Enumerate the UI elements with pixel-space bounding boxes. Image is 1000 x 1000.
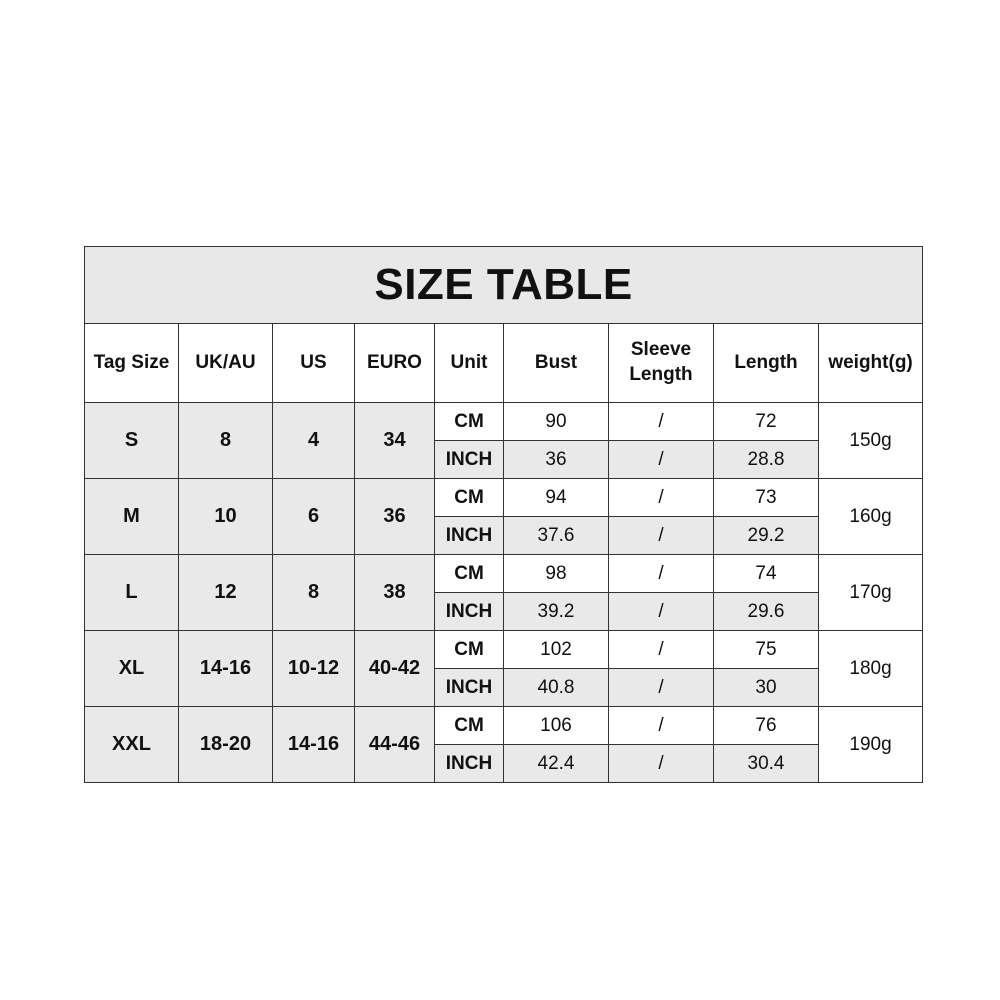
bust-cell-inch: 42.4 (504, 745, 609, 783)
header-sleeve-length-line2: Length (629, 364, 693, 385)
length-cell-inch: 30 (714, 669, 819, 707)
tag-size-cell: XXL (85, 707, 179, 783)
euro-cell: 40-42 (355, 631, 435, 707)
header-sleeve-length-line1: Sleeve (630, 339, 692, 361)
unit-cell-inch: INCH (435, 745, 504, 783)
header-uk-au: UK/AU (179, 324, 273, 403)
unit-cell-cm: CM (435, 479, 504, 517)
weight-cell: 180g (819, 631, 923, 707)
header-bust: Bust (504, 324, 609, 403)
length-cell-inch: 29.6 (714, 593, 819, 631)
table-title: SIZE TABLE (85, 247, 923, 324)
uk-au-cell: 12 (179, 555, 273, 631)
length-cell-cm: 76 (714, 707, 819, 745)
sleeve-cell-cm: / (609, 631, 714, 669)
length-cell-inch: 30.4 (714, 745, 819, 783)
unit-cell-inch: INCH (435, 517, 504, 555)
us-cell: 10-12 (273, 631, 355, 707)
weight-cell: 170g (819, 555, 923, 631)
header-us: US (273, 324, 355, 403)
weight-cell: 150g (819, 403, 923, 479)
bust-cell-inch: 39.2 (504, 593, 609, 631)
us-cell: 4 (273, 403, 355, 479)
header-row (85, 324, 923, 403)
unit-cell-cm: CM (435, 403, 504, 441)
euro-cell: 38 (355, 555, 435, 631)
sleeve-cell-inch: / (609, 517, 714, 555)
bust-cell-inch: 37.6 (504, 517, 609, 555)
unit-cell-inch: INCH (435, 441, 504, 479)
sleeve-cell-cm: / (609, 479, 714, 517)
length-cell-cm: 74 (714, 555, 819, 593)
table-row (85, 707, 923, 745)
bust-cell-cm: 106 (504, 707, 609, 745)
unit-cell-cm: CM (435, 707, 504, 745)
sleeve-cell-inch: / (609, 593, 714, 631)
unit-cell-inch: INCH (435, 669, 504, 707)
length-cell-inch: 29.2 (714, 517, 819, 555)
length-cell-cm: 75 (714, 631, 819, 669)
us-cell: 6 (273, 479, 355, 555)
sleeve-cell-inch: / (609, 669, 714, 707)
sleeve-cell-inch: / (609, 441, 714, 479)
sleeve-cell-inch: / (609, 745, 714, 783)
unit-cell-cm: CM (435, 555, 504, 593)
length-cell-cm: 73 (714, 479, 819, 517)
bust-cell-inch: 40.8 (504, 669, 609, 707)
us-cell: 14-16 (273, 707, 355, 783)
title-row (85, 247, 923, 324)
table-row (85, 479, 923, 517)
sleeve-cell-cm: / (609, 555, 714, 593)
header-length: Length (714, 324, 819, 403)
length-cell-inch: 28.8 (714, 441, 819, 479)
uk-au-cell: 10 (179, 479, 273, 555)
tag-size-cell: L (85, 555, 179, 631)
unit-cell-inch: INCH (435, 593, 504, 631)
table-row (85, 403, 923, 441)
size-table (84, 246, 923, 783)
bust-cell-cm: 102 (504, 631, 609, 669)
header-sleeve-length (609, 324, 714, 403)
sleeve-cell-cm: / (609, 707, 714, 745)
bust-cell-cm: 90 (504, 403, 609, 441)
unit-cell-cm: CM (435, 631, 504, 669)
header-euro: EURO (355, 324, 435, 403)
bust-cell-cm: 94 (504, 479, 609, 517)
size-table-container (84, 246, 922, 783)
header-tag-size: Tag Size (85, 324, 179, 403)
uk-au-cell: 18-20 (179, 707, 273, 783)
bust-cell-inch: 36 (504, 441, 609, 479)
euro-cell: 44-46 (355, 707, 435, 783)
weight-cell: 190g (819, 707, 923, 783)
length-cell-cm: 72 (714, 403, 819, 441)
table-row (85, 631, 923, 669)
bust-cell-cm: 98 (504, 555, 609, 593)
table-row (85, 555, 923, 593)
us-cell: 8 (273, 555, 355, 631)
header-unit: Unit (435, 324, 504, 403)
uk-au-cell: 8 (179, 403, 273, 479)
tag-size-cell: S (85, 403, 179, 479)
weight-cell: 160g (819, 479, 923, 555)
tag-size-cell: M (85, 479, 179, 555)
sleeve-cell-cm: / (609, 403, 714, 441)
euro-cell: 34 (355, 403, 435, 479)
uk-au-cell: 14-16 (179, 631, 273, 707)
header-weight: weight(g) (819, 324, 923, 403)
tag-size-cell: XL (85, 631, 179, 707)
euro-cell: 36 (355, 479, 435, 555)
